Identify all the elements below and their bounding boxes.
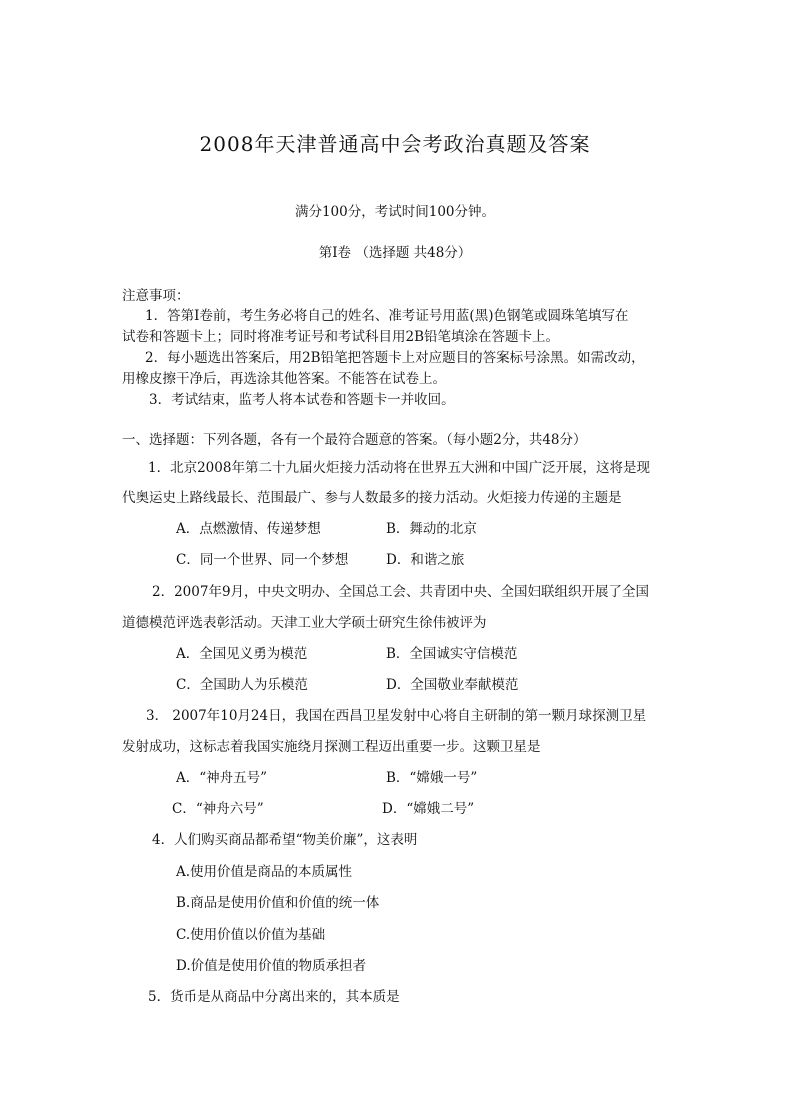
question-2-option-d: D．全国敬业奉献模范 [386,677,519,693]
section-1-heading: 一、选择题：下列各题，各有一个最符合题意的答案。（每小题2分，共48分） [122,432,587,448]
question-3-line-2: 发射成功，这标志着我国实施绕月探测工程迈出重要一步。这颗卫星是 [122,739,541,755]
question-1-option-d: D．和谐之旅 [386,552,465,568]
note-3: 3．考试结束，监考人将本试卷和答题卡一并收回。 [149,392,455,408]
question-1-option-a: A．点燃激情、传递梦想 [176,521,321,537]
question-2-option-c: C．全国助人为乐模范 [176,677,308,693]
question-5-line-1: 5．货币是从商品中分离出来的，其本质是 [148,989,400,1005]
question-4-option-a: A.使用价值是商品的本质属性 [176,864,353,880]
question-1-line-1: 1．北京2008年第二十九届火炬接力活动将在世界五大洲和中国广泛开展，这将是现 [148,460,650,476]
question-1-line-2: 代奥运史上路线最长、范围最广、参与人数最多的接力活动。火炬接力传递的主题是 [122,490,622,506]
question-1-option-b: B．舞动的北京 [386,521,477,537]
question-3-option-a: A．“神舟五号” [176,770,268,786]
question-4-option-c: C.使用价值以价值为基础 [176,927,326,943]
score-info: 满分100分，考试时间100分钟。 [294,204,496,220]
question-3-option-b: B．“嫦娥一号” [386,770,478,786]
question-4-line-1: 4．人们购买商品都希望“物美价廉”，这表明 [152,832,418,848]
volume-title: 第Ⅰ卷 （选择题 共48分） [318,245,472,261]
note-2-line-2: 用橡皮擦干净后，再选涂其他答案。不能答在试卷上。 [122,371,446,387]
question-3-line-1: 3． 2007年10月24日，我国在西昌卫星发射中心将自主研制的第一颗月球探测卫星 [146,708,647,724]
question-2-option-a: A．全国见义勇为模范 [176,646,308,662]
question-3-option-d: D．“嫦娥二号” [382,801,475,817]
question-1-option-c: C．同一个世界、同一个梦想 [176,552,349,568]
question-4-option-d: D.价值是使用价值的物质承担者 [176,958,367,974]
question-4-option-b: B.商品是使用价值和价值的统一体 [176,895,380,911]
note-1-line-2: 试卷和答题卡上；同时将准考证号和考试科目用2B铅笔填涂在答题卡上。 [122,329,560,345]
notes-heading: 注意事项： [122,288,190,304]
question-2-option-b: B．全国诚实守信模范 [386,646,518,662]
note-2-line-1: 2．每小题选出答案后，用2B铅笔把答题卡上对应题目的答案标号涂黑。如需改动， [145,350,645,366]
question-2-line-2: 道德模范评选表彰活动。天津工业大学硕士研究生徐伟被评为 [122,615,487,631]
question-2-line-1: 2．2007年9月，中央文明办、全国总工会、共青团中央、全国妇联组织开展了全国 [152,584,650,600]
question-3-option-c: C．“神舟六号” [172,801,264,817]
note-1-line-1: 1．答第Ⅰ卷前，考生务必将自己的姓名、准考证号用蓝(黑)色钢笔或圆珠笔填写在 [145,308,629,324]
page-title: 2008年天津普通高中会考政治真题及答案 [199,132,591,156]
